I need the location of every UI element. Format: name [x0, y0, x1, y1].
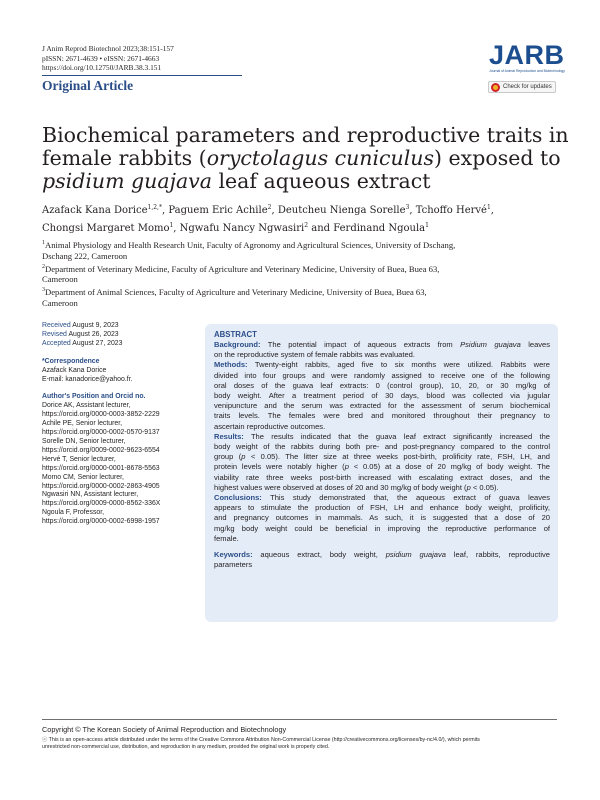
title-species: oryctolagus cuniculus	[206, 146, 435, 170]
date-value: August 27, 2023	[72, 339, 123, 347]
title-line-2	[42, 147, 567, 170]
date-received	[42, 322, 202, 331]
keywords-text: leaf, rabbits, reproductive	[445, 550, 550, 560]
date-accepted	[42, 340, 202, 349]
orcid-line: Dorice AK, Assistant lecturer,	[42, 402, 131, 410]
methods-label: Methods:	[214, 360, 248, 370]
abstract-text: < 0.05). The litter size at three weeks post-birth, prolificity rate, FSH, LH, and	[245, 452, 550, 462]
abstract-line	[214, 360, 550, 370]
footer-rule	[42, 719, 557, 720]
abstract-line: divided into four groups and were randomly assigned to receive one of the following	[214, 370, 550, 380]
orcid-link[interactable]: https://orcid.org/0009-0000-8562-336X	[42, 500, 161, 508]
abstract-line: mg/kg body weight could be beneficial in improving the reproductive performance of	[214, 523, 550, 533]
affiliation-2	[42, 262, 562, 286]
abstract-line: ascertain reproductive outcomes.	[214, 421, 326, 431]
author-affil-sup: 2	[267, 204, 272, 211]
orcid-link[interactable]: https://orcid.org/0000-0002-0570-9137	[42, 429, 160, 437]
orcid-line: Ngwasiri NN, Assistant lecturer,	[42, 491, 139, 499]
author-line-1: Azafack Kana Dorice$^{1,2,*}$, Paguem Eric Achile$^2$, Deutcheu Nienga Sorelle$^3$, Tchoffo Hervé$^1$,	[42, 204, 494, 216]
abstract-line	[214, 432, 550, 442]
date-revised	[42, 331, 202, 340]
date-label: Revised	[42, 330, 67, 338]
date-label: Accepted	[42, 339, 71, 347]
keywords-line: parameters	[214, 560, 253, 570]
orcid-link[interactable]: https://orcid.org/0000-0001-8678-5563	[42, 464, 160, 472]
date-value: August 26, 2023	[68, 330, 119, 338]
journal-doi-link[interactable]: https://doi.org/10.12750/JARB.38.3.151	[42, 63, 162, 73]
title-species: psidium guajava	[42, 169, 212, 193]
keywords-species: psidium guajava	[385, 550, 446, 560]
keywords-label: Keywords:	[214, 550, 253, 560]
abstract-line	[214, 493, 550, 503]
author-name: Ferdinand Ngoula	[333, 223, 426, 234]
affiliation-line	[42, 285, 562, 298]
abstract-line: venipuncture and the serum was extracted for the assessment of serum biochemical	[214, 401, 550, 411]
affiliation-line	[42, 262, 562, 275]
affiliation-line: Cameroon	[42, 274, 78, 285]
title-text: ) exposed to	[434, 146, 561, 170]
affiliation-sup: 2	[42, 263, 45, 270]
abstract-line: viability rate three weeks post-birth increased with escalating extract doses, and the	[214, 472, 550, 482]
abstract-line: on the reproductive system of female rabbits was evaluated.	[214, 350, 415, 360]
author-name: Ngwafu Nancy Ngwasiri	[179, 223, 305, 234]
license-line: unrestricted non-commercial use, distribution, and reproduction in any medium, provided the original work is properly cited.	[42, 744, 330, 751]
keywords	[214, 550, 550, 570]
abstract-text: highest values were observed at doses of 20 and 30 mg/kg of body weight (	[214, 482, 467, 492]
p-value-symbol: p	[344, 462, 349, 472]
keywords-line	[214, 550, 550, 560]
orcid-line: Momo CM, Senior lecturer,	[42, 473, 124, 481]
abstract-text: The results indicated that the guava leaf extract significantly increased the	[243, 431, 550, 441]
title-line-3	[42, 170, 567, 193]
abstract-line: female.	[214, 533, 239, 543]
abstract-line: and pregnancy outcomes in mammals. As such, it is suggested that a dose of 20	[214, 513, 550, 523]
affiliation-text: Department of Animal Sciences, Faculty of Agriculture and Veterinary Medicine, University of Buea, Buea 63,	[45, 287, 427, 298]
orcid-link[interactable]: https://orcid.org/0000-0003-3852-2229	[42, 411, 160, 419]
abstract-text: protein levels were notably higher (	[214, 462, 345, 472]
abstract-line: body weight of the rabbits during both pre- and post-pregnancy compared to the control	[214, 442, 550, 452]
affiliation-line: Cameroon	[42, 297, 78, 308]
affiliation-sup: 1	[42, 240, 45, 246]
affiliation-text: Animal Physiology and Health Research Unit, Faculty of Agronomy and Agricultural Sciences, University of Dschang,	[45, 240, 456, 250]
orcid-heading: Author's Position and Orcid no.	[42, 393, 146, 401]
orcid-link[interactable]: https://orcid.org/0000-0002-2863-4905	[42, 482, 160, 490]
title-text: female rabbits (	[42, 146, 207, 170]
spacer	[42, 349, 202, 358]
abstract-text: < 0.05).	[470, 482, 499, 492]
abstract-line: appears to stimulate the production of FSH, LH and enhance body weight, prolificity,	[214, 503, 550, 513]
affiliation-line: Dschang 222, Cameroon	[42, 250, 128, 261]
header-rule	[42, 75, 242, 76]
author-name: Chongsi Margaret Momo	[42, 223, 170, 234]
orcid-line: Ngoula F, Professor,	[42, 509, 105, 517]
logo-text: JARB	[489, 40, 565, 70]
abstract-text: Twenty-eight rabbits, aged five to six months were utilized. Rabbits were	[247, 360, 550, 370]
correspondence-email[interactable]: E-mail: kanadorice@yahoo.fr.	[42, 375, 133, 383]
title-line-1: Biochemical parameters and reproductive traits in	[42, 123, 569, 147]
abstract-text: The potential impact of aqueous extracts from	[260, 340, 461, 349]
license-line: ⓒ This is an open-access article distributed under the terms of the Creative Commons Attribution Non-Commercial License (http://creativecommons.org/licenses/by-nc/4.0/), which permits	[42, 737, 480, 743]
p-value-symbol: p	[241, 452, 246, 462]
results-label: Results:	[214, 431, 244, 441]
correspondence-name: Azafack Kana Dorice	[42, 366, 107, 374]
affiliation-list	[42, 238, 562, 309]
author-affil-sup: 1	[486, 204, 491, 211]
author-affil-sup: 1	[169, 222, 174, 229]
article-title	[42, 124, 567, 193]
license-notice	[42, 737, 562, 751]
author-name: Paguem Eric Achile	[168, 205, 268, 216]
abstract-text: group (	[214, 452, 242, 462]
background-label: Background:	[214, 340, 261, 349]
conclusions-label: Conclusions:	[214, 493, 262, 503]
abstract-line	[214, 452, 550, 462]
abstract-line: traits levels. The females were bred and monitored throughout their pregnancy to	[214, 411, 550, 421]
abstract-line: oral doses of the guava leaf extracts: 0 (control group), 10, 20, or 30 mg/kg of	[214, 380, 550, 390]
author-affil-sup: 1,2,*	[147, 204, 162, 211]
orcid-link[interactable]: https://orcid.org/0000-0002-6998-1957	[42, 518, 160, 526]
author-list	[42, 200, 572, 236]
journal-logo	[489, 40, 565, 73]
article-type: Original Article	[42, 78, 134, 93]
check-updates-icon	[491, 83, 500, 92]
affiliation-line	[42, 238, 562, 251]
abstract-line	[214, 462, 550, 472]
abstract-text: < 0.05) at a dose of 20 mg/kg of body weight. The	[348, 462, 550, 472]
date-value: August 9, 2023	[72, 322, 119, 329]
spacer	[42, 384, 202, 393]
author-affil-sup: 2	[304, 222, 309, 229]
abstract-title: ABSTRACT	[214, 330, 257, 339]
journal-meta	[42, 44, 174, 73]
check-for-updates-button[interactable]	[488, 81, 556, 93]
keywords-text: aqueous extract, body weight,	[252, 550, 386, 560]
copyright-notice: Copyright © The Korean Society of Animal Reproduction and Biotechnology	[42, 725, 287, 734]
orcid-line: Achile PE, Senior lecturer,	[42, 420, 123, 428]
orcid-link[interactable]: https://orcid.org/0009-0002-9623-6554	[42, 446, 160, 454]
side-column	[42, 322, 202, 527]
affiliation-3	[42, 285, 562, 309]
orcid-line: Sorelle DN, Senior lecturer,	[42, 437, 126, 445]
abstract-box	[205, 324, 558, 622]
authors-and: and	[311, 223, 331, 234]
abstract-text: This study demonstrated that, the aqueous extract of guava leaves	[261, 493, 550, 503]
abstract-line	[214, 483, 550, 493]
author-line-2: Chongsi Margaret Momo$^1$, Ngwafu Nancy Ngwasiri$^2$ and Ferdinand Ngoula$^1$	[42, 222, 429, 234]
title-text: leaf aqueous extract	[211, 169, 431, 193]
correspondence-heading: *Correspondence	[42, 357, 100, 365]
journal-issn: pISSN: 2671-4639 • eISSN: 2671-4663	[42, 53, 160, 63]
author-name: Tchoffo Hervé	[415, 205, 487, 216]
abstract-species: Psidium guajava	[460, 340, 521, 349]
abstract-line	[214, 340, 550, 350]
orcid-line: Hervé T, Senior lecturer,	[42, 455, 116, 463]
affiliation-sup: 3	[42, 287, 45, 294]
check-updates-label: Check for updates	[503, 84, 552, 90]
author-affil-sup: 3	[405, 204, 410, 211]
affiliation-text: Department of Veterinary Medicine, Faculty of Agriculture and Veterinary Medicine, University of Buea, Buea 63,	[45, 263, 440, 274]
abstract-line: body weight. After a treatment period of 30 days, blood was collected via jugular	[214, 391, 550, 401]
affiliation-1	[42, 238, 562, 262]
journal-citation: J Anim Reprod Biotechnol 2023;38:151-157	[42, 44, 174, 53]
logo-subtitle: Journal of Animal Reproduction and Biotechnology	[489, 69, 565, 73]
author-name: Deutcheu Nienga Sorelle	[277, 205, 406, 216]
p-value-symbol: p	[466, 482, 471, 492]
author-affil-sup: 1	[425, 222, 429, 229]
date-label: Received	[42, 322, 71, 329]
abstract-text: leaves	[520, 340, 551, 349]
author-name: Azafack Kana Dorice	[42, 205, 148, 216]
